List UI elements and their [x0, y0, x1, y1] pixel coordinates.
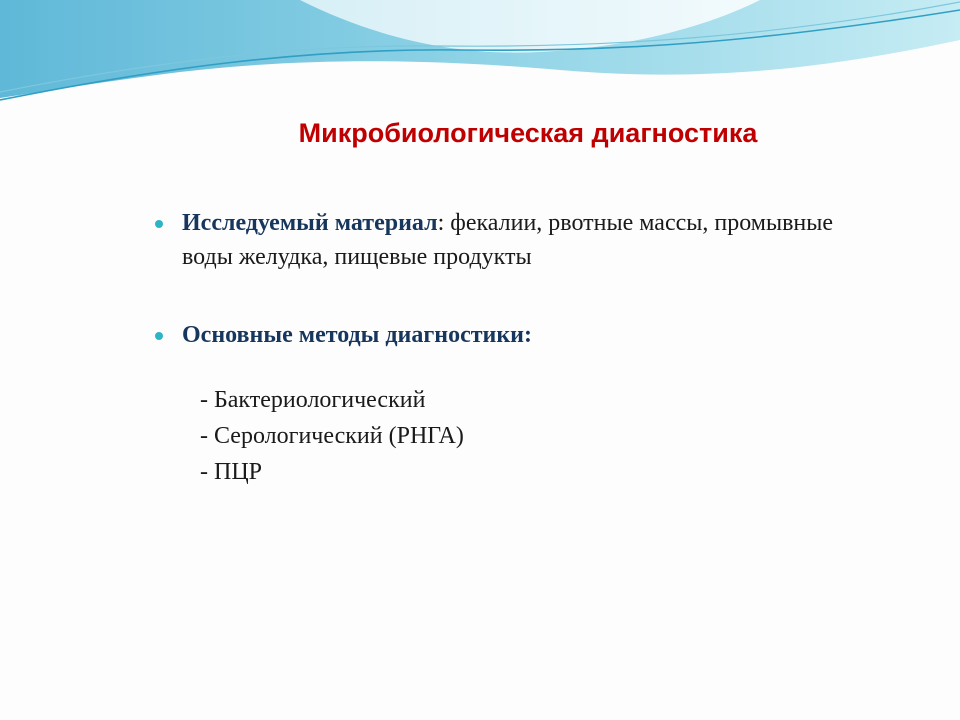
- bullet-methods-label: Основные методы диагностики:: [182, 322, 533, 348]
- slide-title: Микробиологическая диагностика: [298, 118, 758, 148]
- method-item-pcr: - ПЦР: [200, 459, 263, 485]
- slide-content: [155, 206, 855, 490]
- bullet-material: [155, 206, 855, 274]
- method-item-serological: - Серологический (РНГА): [200, 423, 464, 449]
- bullet-dot-icon: [155, 220, 163, 228]
- wave-header-decoration: [0, 0, 960, 110]
- bullet-material-label: Исследуемый материал: [182, 210, 438, 236]
- bullet-material-text: : фекалии, рвотные массы, промывные воды желудка, пищевые продукты: [182, 210, 834, 270]
- methods-list: [155, 382, 855, 490]
- bullet-methods: [155, 318, 855, 352]
- bullet-dot-icon: [155, 332, 163, 340]
- method-item-bacteriological: - Бактериологический: [200, 387, 426, 413]
